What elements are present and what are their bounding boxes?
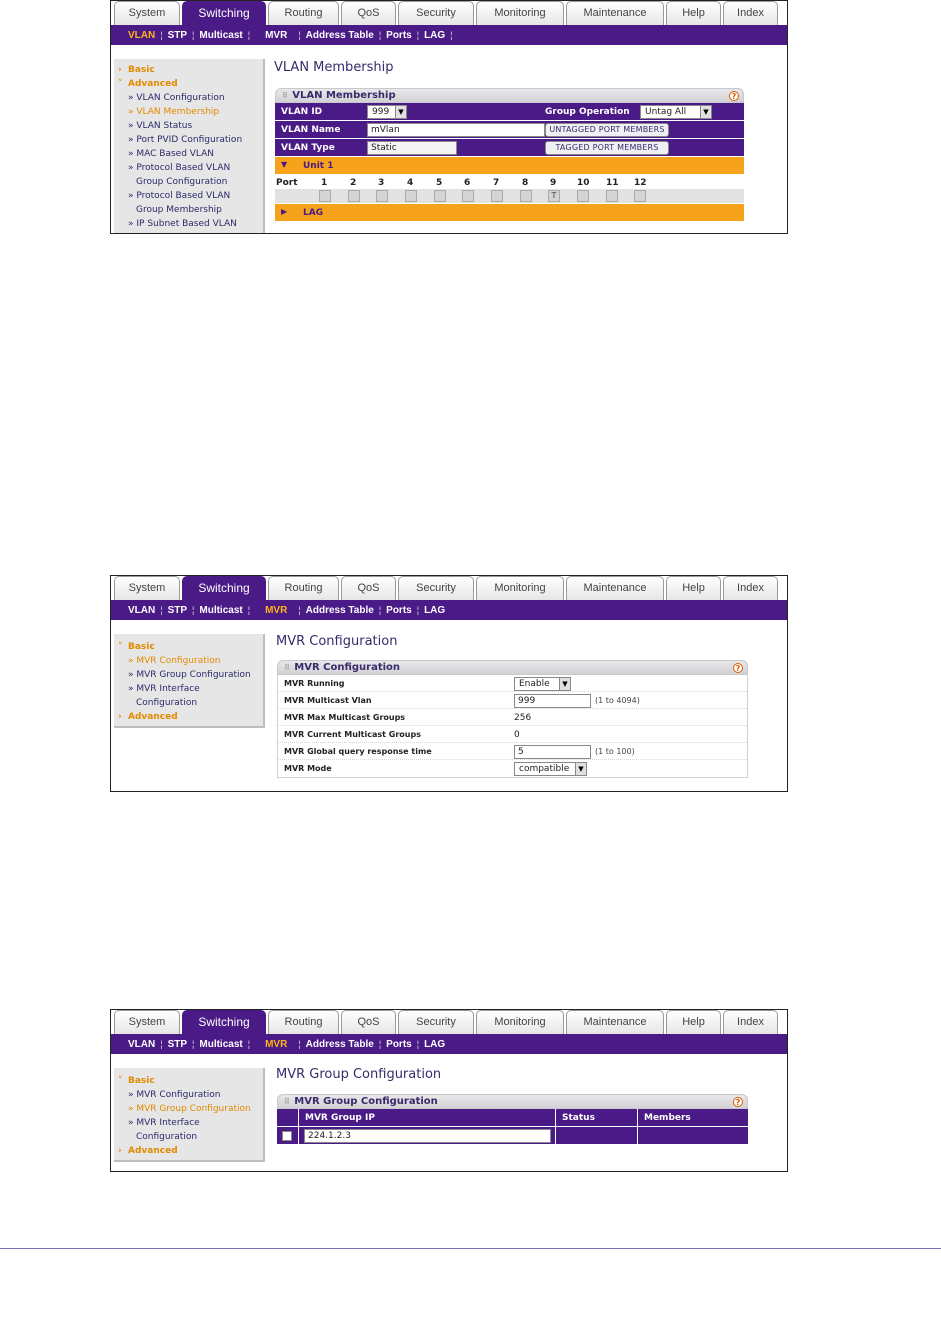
port-cell[interactable] xyxy=(376,190,388,202)
left-navigation xyxy=(114,1068,265,1162)
mvr-multicast-vlan-label: MVR Multicast Vlan xyxy=(284,696,372,705)
nav-group-membership[interactable]: Group Membership xyxy=(136,205,222,215)
tab-qos[interactable]: QoS xyxy=(341,1010,396,1034)
divider xyxy=(555,1109,556,1126)
chevron-down-icon: ˅ xyxy=(118,1076,123,1086)
unit-label: Unit 1 xyxy=(303,161,334,171)
nav-port-pvid-configuration[interactable]: » Port PVID Configuration xyxy=(128,135,243,145)
help-icon[interactable]: ? xyxy=(733,663,743,673)
mvr-query-time-row xyxy=(278,743,747,760)
nav-mvr-configuration[interactable]: » MVR Configuration xyxy=(128,656,221,666)
query-range-hint: (1 to 100) xyxy=(595,747,635,756)
nav-mvr-interface[interactable]: » MVR Interface xyxy=(128,1118,200,1128)
panel-header: ⠿ MVR Configuration ? xyxy=(277,660,748,675)
tab-switching[interactable]: Switching xyxy=(182,576,266,600)
tab-index[interactable]: Index xyxy=(723,1010,778,1034)
port-number: 6 xyxy=(464,178,471,188)
vlan-id-label: VLAN ID xyxy=(281,107,323,117)
mvr-query-time-input[interactable]: 5 xyxy=(514,745,591,759)
tab-monitoring[interactable]: Monitoring xyxy=(476,576,564,600)
tab-system[interactable]: System xyxy=(114,1,180,25)
port-cells-row xyxy=(275,189,744,203)
port-cell[interactable] xyxy=(634,190,646,202)
table-header xyxy=(277,1109,748,1126)
tab-index[interactable]: Index xyxy=(723,576,778,600)
subnav-multicast[interactable]: Multicast xyxy=(199,1038,243,1050)
col-members: Members xyxy=(644,1113,691,1123)
nav-vlan-configuration[interactable]: » VLAN Configuration xyxy=(128,93,225,103)
port-label: Port xyxy=(276,178,298,188)
screenshot-mvr-configuration xyxy=(110,575,788,792)
nav-vlan-membership[interactable]: » VLAN Membership xyxy=(128,107,220,117)
divider xyxy=(298,1109,299,1126)
page-title: MVR Group Configuration xyxy=(276,1067,442,1082)
tagged-port-members-button[interactable]: TAGGED PORT MEMBERS xyxy=(545,141,669,155)
top-tabs xyxy=(111,576,787,600)
subnav-lag[interactable]: LAG xyxy=(424,29,446,41)
chevron-right-icon: › xyxy=(118,65,122,75)
lag-row[interactable] xyxy=(275,204,744,221)
port-header-row xyxy=(275,178,744,189)
vlan-type-row xyxy=(275,139,744,157)
divider xyxy=(637,1127,638,1144)
table-row xyxy=(277,1126,748,1144)
tab-security[interactable]: Security xyxy=(398,1,474,25)
subnav-ports[interactable]: Ports xyxy=(386,604,412,616)
mvr-max-groups-label: MVR Max Multicast Groups xyxy=(284,713,406,722)
port-number: 5 xyxy=(436,178,443,188)
unit-1-row[interactable] xyxy=(275,157,744,174)
subnav-stp[interactable]: STP xyxy=(167,29,188,41)
chevron-down-icon: ˅ xyxy=(118,79,123,89)
port-cell[interactable] xyxy=(491,190,503,202)
sub-navigation: VLAN ¦ STP ¦ Multicast ¦ MVR ¦ Address Table ¦ Ports ¦ LAG ¦ xyxy=(111,25,787,45)
mvr-mode-label: MVR Mode xyxy=(284,764,332,773)
mvr-mode-row xyxy=(278,760,747,777)
mvr-configuration-panel xyxy=(277,660,748,778)
mvr-multicast-vlan-input[interactable]: 999 xyxy=(514,694,591,708)
grip-icon: ⠿ xyxy=(284,1097,291,1106)
port-number: 4 xyxy=(407,178,414,188)
tab-qos[interactable]: QoS xyxy=(341,576,396,600)
top-tabs xyxy=(111,1,787,25)
mvr-max-groups-value: 256 xyxy=(514,713,532,723)
vlan-id-select[interactable]: 999 ▼ xyxy=(367,105,407,119)
subnav-mvr[interactable]: MVR xyxy=(265,29,288,41)
tab-maintenance[interactable]: Maintenance xyxy=(566,1010,664,1034)
tab-switching[interactable]: Switching xyxy=(182,1,266,25)
tab-security[interactable]: Security xyxy=(398,1010,474,1034)
expand-down-icon: ▼ xyxy=(281,160,288,169)
port-number: 12 xyxy=(634,178,647,188)
dropdown-arrow-icon: ▼ xyxy=(395,106,406,118)
tab-routing[interactable]: Routing xyxy=(268,1,339,25)
tab-help[interactable]: Help xyxy=(666,576,721,600)
grip-icon: ⠿ xyxy=(282,91,289,100)
mvr-group-ip-input[interactable]: 224.1.2.3 xyxy=(304,1129,551,1143)
port-cell[interactable] xyxy=(606,190,618,202)
nav-advanced[interactable]: › Advanced xyxy=(118,712,178,722)
port-number: 11 xyxy=(606,178,619,188)
nav-protocol-based-vlan[interactable]: » Protocol Based VLAN xyxy=(128,163,231,173)
expand-right-icon: ▶ xyxy=(281,207,288,216)
panel-header: ⠿ MVR Group Configuration ? xyxy=(277,1094,748,1109)
vlan-membership-panel xyxy=(275,88,744,221)
nav-mac-based-vlan[interactable]: » MAC Based VLAN xyxy=(128,149,215,159)
tab-system[interactable]: System xyxy=(114,1010,180,1034)
col-group-ip: MVR Group IP xyxy=(305,1113,375,1123)
tab-help[interactable]: Help xyxy=(666,1010,721,1034)
mvr-running-row xyxy=(278,675,747,692)
tab-system[interactable]: System xyxy=(114,576,180,600)
port-cell[interactable] xyxy=(319,190,331,202)
nav-mvr-group-configuration[interactable]: » MVR Group Configuration xyxy=(128,1104,251,1114)
nav-basic[interactable]: ˅ Basic xyxy=(118,642,155,652)
subnav-multicast[interactable]: Multicast xyxy=(199,29,243,41)
port-cell[interactable] xyxy=(348,190,360,202)
page-title: VLAN Membership xyxy=(274,60,394,75)
mvr-query-time-label: MVR Global query response time xyxy=(284,747,432,756)
tab-index[interactable]: Index xyxy=(723,1,778,25)
vlan-name-row xyxy=(275,121,744,139)
sub-navigation: VLAN ¦ STP ¦ Multicast ¦ MVR ¦ Address Table ¦ Ports ¦ LAG xyxy=(111,1034,787,1054)
port-number: 2 xyxy=(350,178,357,188)
mvr-current-groups-value: 0 xyxy=(514,730,520,740)
mvr-group-panel xyxy=(277,1094,748,1144)
page-footer-rule xyxy=(0,1248,941,1249)
subnav-multicast[interactable]: Multicast xyxy=(199,604,243,616)
mvr-running-select[interactable]: Enable ▼ xyxy=(514,677,571,691)
subnav-lag[interactable]: LAG xyxy=(424,1038,446,1050)
port-number: 9 xyxy=(550,178,557,188)
row-select-checkbox[interactable] xyxy=(282,1131,292,1141)
nav-ip-subnet-based-vlan[interactable]: » IP Subnet Based VLAN xyxy=(128,219,237,229)
nav-group-configuration[interactable]: Group Configuration xyxy=(136,177,228,187)
subnav-mvr[interactable]: MVR xyxy=(265,604,288,616)
nav-mvr-configuration[interactable]: » MVR Configuration xyxy=(128,1090,221,1100)
divider xyxy=(637,1109,638,1126)
subnav-address-table[interactable]: Address Table xyxy=(305,604,374,616)
vlan-id-row xyxy=(275,103,744,121)
nav-advanced[interactable]: › Advanced xyxy=(118,1146,178,1156)
vlan-range-hint: (1 to 4094) xyxy=(595,696,640,705)
panel-header: ⠿ VLAN Membership ? xyxy=(275,88,744,103)
mvr-multicast-vlan-row xyxy=(278,692,747,709)
port-cell[interactable] xyxy=(577,190,589,202)
left-navigation xyxy=(114,634,265,728)
tab-routing[interactable]: Routing xyxy=(268,1010,339,1034)
vlan-type-label: VLAN Type xyxy=(281,143,335,153)
dropdown-arrow-icon: ▼ xyxy=(700,106,711,118)
tab-switching[interactable]: Switching xyxy=(182,1010,266,1034)
nav-advanced[interactable]: ˅ Advanced xyxy=(118,79,178,89)
tab-qos[interactable]: QoS xyxy=(341,1,396,25)
vlan-name-label: VLAN Name xyxy=(281,125,341,135)
subnav-address-table[interactable]: Address Table xyxy=(305,1038,374,1050)
mvr-current-groups-row xyxy=(278,726,747,743)
top-tabs xyxy=(111,1010,787,1034)
divider xyxy=(298,1127,299,1144)
tab-routing[interactable]: Routing xyxy=(268,576,339,600)
subnav-vlan[interactable]: VLAN xyxy=(128,604,156,616)
nav-mvr-interface[interactable]: » MVR Interface xyxy=(128,684,200,694)
port-number: 3 xyxy=(378,178,385,188)
divider xyxy=(555,1127,556,1144)
tab-security[interactable]: Security xyxy=(398,576,474,600)
screenshot-vlan-membership xyxy=(110,0,788,234)
vlan-type-field: Static xyxy=(367,141,457,155)
nav-basic[interactable]: ˅ Basic xyxy=(118,1076,155,1086)
chevron-right-icon: › xyxy=(118,1146,122,1156)
mvr-max-groups-row xyxy=(278,709,747,726)
port-number: 8 xyxy=(522,178,529,188)
col-status: Status xyxy=(562,1113,595,1123)
mvr-current-groups-label: MVR Current Multicast Groups xyxy=(284,730,421,739)
subnav-vlan[interactable]: VLAN xyxy=(128,29,156,41)
subnav-lag[interactable]: LAG xyxy=(424,604,446,616)
vlan-name-field[interactable]: mVlan xyxy=(367,123,545,137)
left-navigation xyxy=(114,59,265,234)
chevron-right-icon: › xyxy=(118,712,122,722)
subnav-ports[interactable]: Ports xyxy=(386,29,412,41)
help-icon[interactable]: ? xyxy=(729,91,739,101)
subnav-mvr[interactable]: MVR xyxy=(265,1038,288,1050)
help-icon[interactable]: ? xyxy=(733,1097,743,1107)
dropdown-arrow-icon: ▼ xyxy=(559,678,570,690)
subnav-address-table[interactable]: Address Table xyxy=(305,29,374,41)
chevron-down-icon: ˅ xyxy=(118,642,123,652)
group-operation-select[interactable]: Untag All ▼ xyxy=(640,105,712,119)
grip-icon: ⠿ xyxy=(284,663,291,672)
port-number: 7 xyxy=(493,178,500,188)
group-operation-label: Group Operation xyxy=(545,107,630,117)
sub-navigation: VLAN ¦ STP ¦ Multicast ¦ MVR ¦ Address Table ¦ Ports ¦ LAG xyxy=(111,600,787,620)
nav-vlan-status[interactable]: » VLAN Status xyxy=(128,121,193,131)
tab-help[interactable]: Help xyxy=(666,1,721,25)
tab-maintenance[interactable]: Maintenance xyxy=(566,576,664,600)
tab-monitoring[interactable]: Monitoring xyxy=(476,1010,564,1034)
nav-mvr-interface-configuration[interactable]: Configuration xyxy=(136,1132,198,1142)
port-cell[interactable] xyxy=(434,190,446,202)
subnav-vlan[interactable]: VLAN xyxy=(128,1038,156,1050)
untagged-port-members-button[interactable]: UNTAGGED PORT MEMBERS xyxy=(545,123,669,137)
port-number: 1 xyxy=(321,178,328,188)
mvr-running-label: MVR Running xyxy=(284,679,345,688)
tab-monitoring[interactable]: Monitoring xyxy=(476,1,564,25)
subnav-stp[interactable]: STP xyxy=(167,604,188,616)
page-title: MVR Configuration xyxy=(276,634,398,649)
nav-mvr-interface-configuration[interactable]: Configuration xyxy=(136,698,198,708)
mvr-mode-select[interactable]: compatible ▼ xyxy=(514,762,587,776)
port-cell[interactable] xyxy=(520,190,532,202)
nav-mvr-group-configuration[interactable]: » MVR Group Configuration xyxy=(128,670,251,680)
port-cell[interactable] xyxy=(462,190,474,202)
subnav-ports[interactable]: Ports xyxy=(386,1038,412,1050)
mvr-config-body xyxy=(277,675,748,778)
subnav-stp[interactable]: STP xyxy=(167,1038,188,1050)
port-cell[interactable]: T xyxy=(548,190,560,202)
screenshot-mvr-group-configuration xyxy=(110,1009,788,1172)
tab-maintenance[interactable]: Maintenance xyxy=(566,1,664,25)
port-number: 10 xyxy=(577,178,590,188)
nav-protocol-based-vlan-2[interactable]: » Protocol Based VLAN xyxy=(128,191,231,201)
nav-basic[interactable]: › Basic xyxy=(118,65,155,75)
lag-label: LAG xyxy=(303,208,324,218)
port-cell[interactable] xyxy=(405,190,417,202)
dropdown-arrow-icon: ▼ xyxy=(575,763,586,775)
